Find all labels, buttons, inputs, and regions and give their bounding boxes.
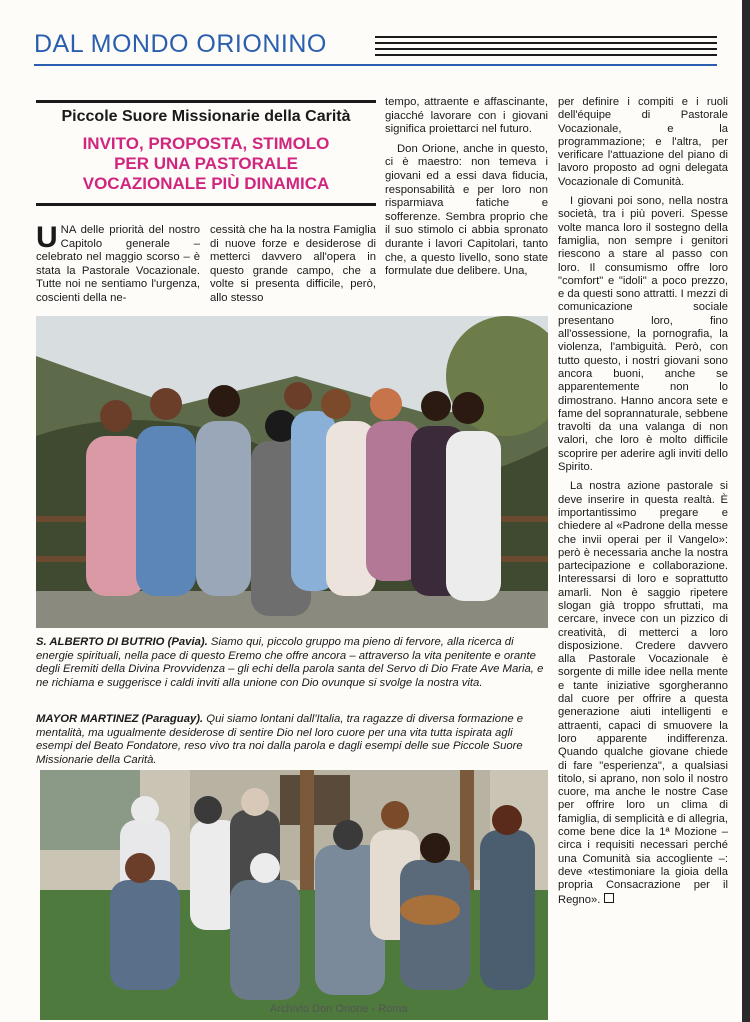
headline-line-1: INVITO, PROPOSTA, STIMOLO bbox=[82, 134, 330, 153]
caption-butrio-text: Siamo qui, piccolo gruppo ma pieno di fervore, alla ricerca di energie spirituali, nella pace di questo Eremo che offre ancora – attraverso la vita penitente e orante degli Eremiti della Divina Provvidenza – gli echi della parola santa del Servo di Dio Frate Ave Maria, e ne richiama e suggerisce i caldi inviti alla unione con Dio ovunque si svolge la nostra vita. bbox=[36, 636, 544, 689]
headline-line-2: PER UNA PASTORALE bbox=[114, 154, 298, 173]
photo-group-butrio bbox=[36, 316, 548, 628]
col1-paragraph: UNA delle priorità del nostro Capitolo generale – celebrato nel maggio scorso – è stata la Pastorale Vocazionale. Tutte noi ne sentiamo l'urgenza, coscienti della ne- bbox=[36, 221, 200, 304]
headline-line-3: VOCAZIONALE PIÙ DINAMICA bbox=[82, 174, 330, 193]
col3-paragraph-2: Don Orione, anche in questo, ci è maestro: non temeva i giovani ed a essi dava fiducia, responsabilità e per loro non risparmiava fatiche e sofferenze. Sembra proprio che il suo stimolo ci abbia spronato durante i lavori Capitolari, tanto che, a questo livello, sono state formulate due delibere. Una, bbox=[385, 142, 548, 278]
archive-watermark: Archivio Don Orione - Roma bbox=[270, 1003, 408, 1015]
article-column-4 bbox=[558, 96, 728, 913]
caption-paraguay bbox=[36, 713, 546, 767]
article-column-1 bbox=[36, 221, 200, 312]
dropcap: U bbox=[36, 221, 58, 254]
caption-paraguay-place: MAYOR MARTINEZ (Paraguay). bbox=[36, 713, 204, 725]
header-rule bbox=[34, 64, 717, 66]
section-title: DAL MONDO ORIONINO bbox=[34, 30, 327, 58]
photo-paraguay-illustration bbox=[40, 770, 548, 1020]
caption-butrio-place: S. ALBERTO DI BUTRIO (Pavia). bbox=[36, 636, 208, 648]
photo-butrio-illustration bbox=[36, 316, 548, 628]
article-kicker: Piccole Suore Missionarie della Carità bbox=[61, 108, 351, 125]
caption-paraguay-text: Qui siamo lontani dall'Italia, tra ragazze di diversa formazione e mentalità, ma ugualmente desiderose di sentire Dio nel loro cuore per una vita tutta ispirata agli esempi del Beato Fondatore, reso vivo tra noi dalla parola e dagli esempi delle sue Piccole Suore Missionarie della Carità. bbox=[36, 713, 524, 766]
col4-paragraph-3: La nostra azione pastorale si deve inserire in questa realtà. È importantissimo pregare e chiedere al «Padrone della messe che invii operai per il Vangelo»: però è necessaria anche la nostra partecipazione e collaborazione. Interessarsi di loro e soprattutto amarli. Non è saggio ripetere slogan già troppo sfruttati, ma cercare, invece con un pizzico di creatività, di metterci a loro disposizione. Credere davvero alla Pastorale Vocazionale è sorgente di mille idee nella mente e tante iniziative sgorgheranno dal cuore per offrire a questa generazione aiuti intelligenti e attraenti, capaci di smuovere la loro apparente indifferenza. Quando qualche giovane chiede di fare "esperienza", a qualsiasi titolo, si aprano, non solo il nostro cuore, ma anche le nostre Case per offrire loro un clima di famiglia, di semplicità e di allegria, come bene dice la 1ª Mozione – circa i requisiti necessari perché una Comunità sia accogliente –: deve «testimoniare la gioia della propria Consacrazione per il Regno». bbox=[558, 480, 728, 906]
photo-group-paraguay bbox=[40, 770, 548, 1020]
col3-paragraph-1: tempo, attraente e affascinante, giacché lavorare con i giovani significa proiettarci nel futuro. bbox=[385, 96, 548, 136]
headline-bottom-rule bbox=[36, 203, 376, 206]
caption-butrio bbox=[36, 636, 546, 690]
article-headline bbox=[36, 134, 376, 194]
end-mark-icon bbox=[604, 893, 614, 903]
article-column-3 bbox=[385, 96, 548, 285]
page-edge bbox=[742, 0, 750, 1022]
article-column-2 bbox=[210, 224, 376, 312]
col4-paragraph-1: per definire i compiti e i ruoli dell'équipe di Pastorale Vocazionale, e la programmazione; e l'altra, per verificare l'attuazione del piano di lavoro proposto ad ogni delegata Vocazionale di Comunità. bbox=[558, 96, 728, 188]
headline-top-rule bbox=[36, 100, 376, 103]
col2-paragraph: cessità che ha la nostra Famiglia di nuove forze e desiderose di metterci davvero all'opera in questo grande campo, che a volte si presenta difficile, però, allo stesso bbox=[210, 224, 376, 304]
col4-paragraph-2: I giovani poi sono, nella nostra società, tra i più poveri. Spesse volte manca loro il sostegno della famiglia, non sempre i genitori riescono a stare al passo con loro. Il consumismo offre loro "comfort" e "idoli" a poco prezzo, e da questi sono attratti. I mezzi di comunicazione sociale presentano loro, fino all'ossessione, la pornografia, la violenza, l'ambiguità. Però, con tutto questo, i nostri giovani sono ancora buoni, anche se apparentemente non lo dimostrano. Hanno ancora sete e fame del soprannaturale, sebbene travolti da una valanga di non valori, che loro è molto difficile scoprire per aderire agli inviti dello Spirito. bbox=[558, 195, 728, 474]
header-decorative-lines bbox=[375, 36, 717, 62]
